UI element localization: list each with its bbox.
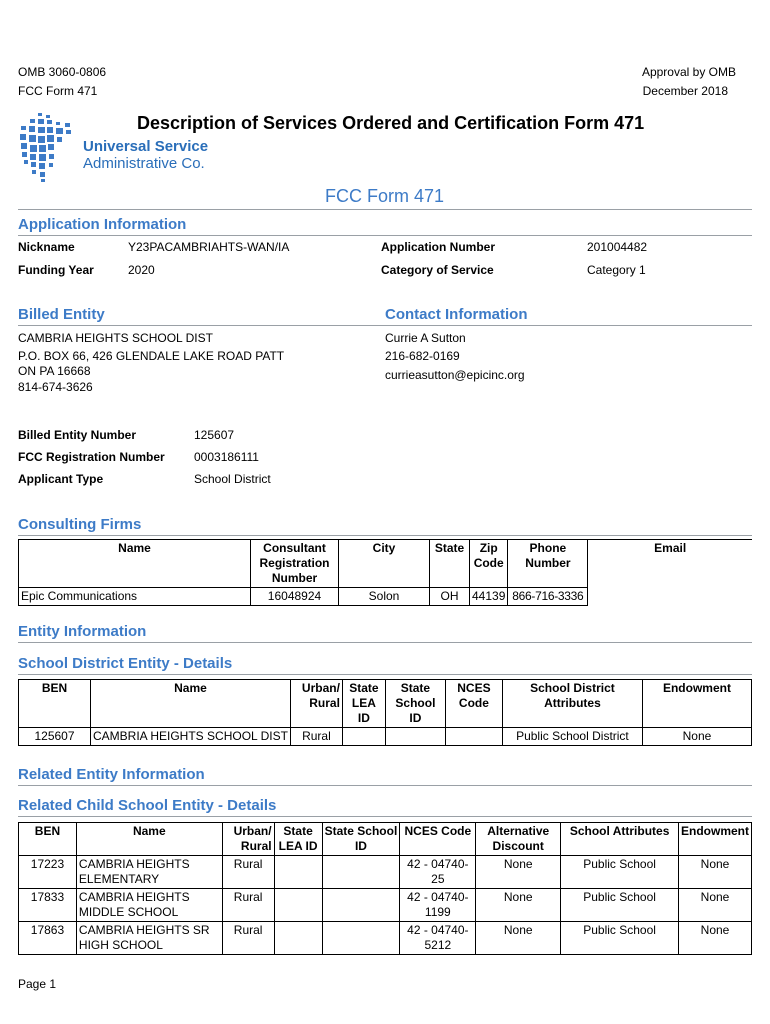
applicant-type-label: Applicant Type <box>18 472 104 486</box>
form-subtitle: FCC Form 471 <box>325 186 445 206</box>
cell-state-school-id <box>322 922 400 955</box>
title-divider <box>18 209 752 210</box>
col-email: Email <box>588 540 752 588</box>
col-endowment: Endowment <box>642 680 751 728</box>
col-ben: BEN <box>19 680 91 728</box>
cell-zip: 44139 <box>470 588 508 606</box>
col-urban-rural: Urban/ Rural <box>222 823 274 856</box>
cell-state-lea-id <box>342 728 385 746</box>
cell-endowment: None <box>679 922 752 955</box>
category-label: Category of Service <box>381 263 494 277</box>
contact-phone: 216-682-0169 <box>385 349 460 363</box>
cell-endowment: None <box>679 889 752 922</box>
application-divider <box>18 235 752 236</box>
omb-approval: Approval by OMB <box>641 65 736 79</box>
cell-ben: 17833 <box>19 889 77 922</box>
cell-nces-code: 42 - 04740- 5212 <box>400 922 476 955</box>
cell-nces-code: 42 - 04740- 1199 <box>400 889 476 922</box>
usac-name <box>83 138 208 172</box>
billed-phone: 814-674-3626 <box>18 380 93 394</box>
cell-state: OH <box>430 588 470 606</box>
cell-state-lea-id <box>274 856 322 889</box>
col-state-school-id: State School ID <box>385 680 445 728</box>
col-name: Name <box>91 680 291 728</box>
cell-endowment: None <box>679 856 752 889</box>
col-district-attributes: School District Attributes <box>502 680 642 728</box>
applicant-type-value: School District <box>194 472 271 486</box>
cell-urban-rural: Rural <box>222 856 274 889</box>
application-heading: Application Information <box>18 216 187 233</box>
cell-ben: 125607 <box>19 728 91 746</box>
funding-year-label: Funding Year <box>18 263 94 277</box>
child-divider <box>18 816 752 817</box>
cell-state-lea-id <box>274 889 322 922</box>
billed-entity-name: CAMBRIA HEIGHTS SCHOOL DIST <box>18 331 213 345</box>
entity-divider <box>18 642 752 643</box>
district-table <box>18 679 752 746</box>
col-nces-code: NCES Code <box>445 680 502 728</box>
col-ben: BEN <box>19 823 77 856</box>
cell-state-school-id <box>322 856 400 889</box>
consulting-divider <box>18 535 752 536</box>
cell-urban-rural: Rural <box>222 922 274 955</box>
cell-alternative-discount: None <box>476 856 561 889</box>
cell-state-school-id <box>385 728 445 746</box>
usac-name-line2: Administrative Co. <box>83 155 205 172</box>
cell-name: CAMBRIA HEIGHTS SR HIGH SCHOOL <box>76 922 222 955</box>
cell-endowment: None <box>642 728 751 746</box>
col-consultant-number: Consultant Registration Number <box>251 540 339 588</box>
cell-school-attributes: Public School <box>561 889 679 922</box>
cell-name: CAMBRIA HEIGHTS ELEMENTARY <box>76 856 222 889</box>
nickname-label: Nickname <box>18 240 75 254</box>
col-state-lea-id: State LEA ID <box>274 823 322 856</box>
usac-name-line1: Universal Service <box>83 138 209 155</box>
col-name: Name <box>76 823 222 856</box>
cell-school-attributes: Public School <box>561 922 679 955</box>
billed-address-line1: P.O. BOX 66, 426 GLENDALE LAKE ROAD PATT <box>18 349 285 363</box>
col-nces-code: NCES Code <box>400 823 476 856</box>
consulting-table <box>18 539 752 606</box>
cell-name: Epic Communications <box>19 588 251 606</box>
form-number: FCC Form 471 <box>18 84 98 98</box>
cell-email <box>588 588 752 606</box>
contact-name: Currie A Sutton <box>385 331 466 345</box>
nickname-value: Y23PACAMBRIAHTS-WAN/IA <box>128 240 290 254</box>
table-row <box>19 856 752 889</box>
billed-entity-heading: Billed Entity <box>18 306 105 323</box>
consulting-header-row <box>19 540 753 588</box>
application-number-value: 201004482 <box>587 240 648 254</box>
table-row <box>19 889 752 922</box>
col-name: Name <box>19 540 251 588</box>
contact-heading: Contact Information <box>385 306 528 323</box>
col-alternative-discount: Alternative Discount <box>476 823 561 856</box>
usac-logo-icon <box>16 113 78 183</box>
child-header-row <box>19 823 752 856</box>
cell-district-attributes: Public School District <box>502 728 642 746</box>
cell-alternative-discount: None <box>476 889 561 922</box>
funding-year-value: 2020 <box>128 263 155 277</box>
col-state-lea-id: State LEA ID <box>342 680 385 728</box>
table-row <box>19 588 753 606</box>
col-endowment: Endowment <box>679 823 752 856</box>
cell-nces-code <box>445 728 502 746</box>
cell-state-lea-id <box>274 922 322 955</box>
related-entity-heading: Related Entity Information <box>18 766 205 783</box>
table-row <box>19 728 752 746</box>
district-details-heading: School District Entity - Details <box>18 655 233 672</box>
page-title: Description of Services Ordered and Certification Form 471 <box>137 113 645 133</box>
billed-entity-number-value: 125607 <box>194 428 235 442</box>
contact-email: currieasutton@epicinc.org <box>385 368 525 382</box>
billed-entity-number-label: Billed Entity Number <box>18 428 137 442</box>
cell-consultant-number: 16048924 <box>251 588 339 606</box>
cell-phone: 866-716-3336 <box>508 588 588 606</box>
table-row <box>19 922 752 955</box>
consulting-heading: Consulting Firms <box>18 516 142 533</box>
application-number-label: Application Number <box>381 240 496 254</box>
cell-school-attributes: Public School <box>561 856 679 889</box>
page-number: Page 1 <box>18 977 57 991</box>
col-city: City <box>339 540 430 588</box>
col-zip: Zip Code <box>470 540 508 588</box>
child-school-heading: Related Child School Entity - Details <box>18 797 277 814</box>
cell-city: Solon <box>339 588 430 606</box>
district-header-row <box>19 680 752 728</box>
omb-number: OMB 3060-0806 <box>18 65 107 79</box>
child-school-table <box>18 822 752 955</box>
fcc-registration-value: 0003186111 <box>194 450 259 464</box>
col-urban-rural: Urban/ Rural <box>290 680 342 728</box>
related-divider <box>18 785 752 786</box>
district-divider <box>18 674 752 675</box>
cell-ben: 17223 <box>19 856 77 889</box>
col-state: State <box>430 540 470 588</box>
cell-state-school-id <box>322 889 400 922</box>
cell-nces-code: 42 - 04740- 25 <box>400 856 476 889</box>
cell-name: CAMBRIA HEIGHTS MIDDLE SCHOOL <box>76 889 222 922</box>
fcc-registration-label: FCC Registration Number <box>18 450 165 464</box>
col-state-school-id: State School ID <box>322 823 400 856</box>
cell-alternative-discount: None <box>476 922 561 955</box>
cell-urban-rural: Rural <box>222 889 274 922</box>
category-value: Category 1 <box>587 263 646 277</box>
billed-divider <box>18 325 752 326</box>
col-school-attributes: School Attributes <box>561 823 679 856</box>
cell-urban-rural: Rural <box>290 728 342 746</box>
cell-ben: 17863 <box>19 922 77 955</box>
entity-heading: Entity Information <box>18 623 147 640</box>
col-phone: Phone Number <box>508 540 588 588</box>
cell-name: CAMBRIA HEIGHTS SCHOOL DIST <box>91 728 291 746</box>
billed-address-line2: ON PA 16668 <box>18 364 91 378</box>
approval-date: December 2018 <box>642 84 728 98</box>
